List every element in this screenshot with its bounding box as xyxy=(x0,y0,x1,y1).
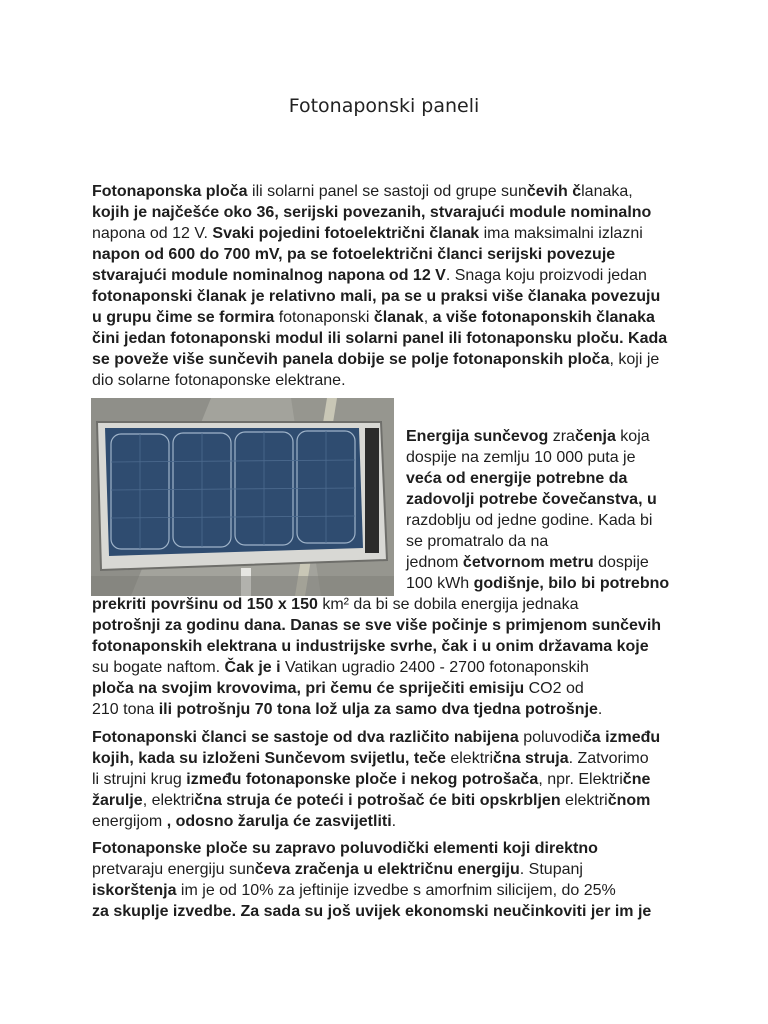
text-line: kojih, kada su izloženi Sunčevom svijetlu, teče električna struja. Zatvorimo xyxy=(92,750,649,767)
text-line: razdoblju od jedne godine. Kada bi xyxy=(406,512,653,529)
text-line: veća od energije potrebne da xyxy=(406,470,628,487)
text-line: žarulje, električna struja će poteći i potrošač će biti opskrbljen električnom xyxy=(92,792,651,809)
text-line: dio solarne fotonaponske elektrane. xyxy=(92,372,346,389)
text-line: Energija sunčevog zračenja koja xyxy=(406,428,650,445)
text-line: 210 tona ili potrošnju 70 tona lož ulja za samo dva tjedna potrošnje. xyxy=(92,701,603,718)
text-line: energijom , odosno žarulja će zasvijetliti. xyxy=(92,813,397,830)
text-line: Fotonaponske ploče su zapravo poluvodički elementi koji direktno xyxy=(92,840,598,857)
paragraph-cells xyxy=(92,727,692,832)
text-line: napon od 600 do 700 mV, pa se fotoelektrični članci serijski povezuje xyxy=(92,246,616,263)
text-line: kojih je najčešće oko 36, serijski povezanih, stvarajući module nominalno xyxy=(92,204,652,221)
text-line: za skuplje izvedbe. Za sada su još uvijek ekonomski neučinkoviti jer im je xyxy=(92,903,652,920)
text-line: su bogate naftom. Čak je i Vatikan ugradio 2400 - 2700 fotonaponskih xyxy=(92,659,589,676)
text-line: ploča na svojim krovovima, pri čemu će spriječiti emisiju CO2 od xyxy=(92,680,584,697)
text-line: Fotonaponska ploča ili solarni panel se sastoji od grupe sunčevih članaka, xyxy=(92,183,633,200)
paragraph-energy-continued xyxy=(92,594,692,720)
paragraph-intro xyxy=(92,181,692,391)
text-line: 100 kWh godišnje, bilo bi potrebno xyxy=(406,575,670,592)
text-line: stvarajući module nominalnog napona od 12 V. Snaga koju proizvodi jedan xyxy=(92,267,647,284)
text-line: iskorštenja im je od 10% za jeftinije izvedbe s amorfnim silicijem, do 25% xyxy=(92,882,616,899)
text-line: zadovolji potrebe čovečanstva, u xyxy=(406,491,657,508)
text-line: jednom četvornom metru dospije xyxy=(406,554,649,571)
text-line: se poveže više sunčevih panela dobije se polje fotonaponskih ploča, koji je xyxy=(92,351,660,368)
text-line: se promatralo da na xyxy=(406,533,549,550)
text-line: Fotonaponski članci se sastoje od dva različito nabijena poluvodiča između xyxy=(92,729,661,746)
text-line: li strujni krug između fotonaponske ploče i nekog potrošača, npr. Električne xyxy=(92,771,651,788)
solar-panel-photo xyxy=(91,398,394,596)
text-line: dospije na zemlju 10 000 puta je xyxy=(406,449,636,466)
text-line: pretvaraju energiju sunčeva zračenja u električnu energiju. Stupanj xyxy=(92,861,583,878)
paragraph-panels xyxy=(92,838,692,922)
text-line: potrošnji za godinu dana. Danas se sve više počinje s primjenom sunčevih xyxy=(92,617,662,634)
text-line: fotonaponskih elektrana u industrijske svrhe, čak i u onim državama koje xyxy=(92,638,649,655)
text-line: prekriti površinu od 150 x 150 km² da bi se dobila energija jednaka xyxy=(92,596,579,613)
text-line: fotonaponski članak je relativno mali, pa se u praksi više članaka povezuju xyxy=(92,288,661,305)
text-line: u grupu čime se formira fotonaponski članak, a više fotonaponskih članaka xyxy=(92,309,655,326)
text-line: čini jedan fotonaponski modul ili solarni panel ili fotonaponsku ploču. Kada xyxy=(92,330,668,347)
document-title: Fotonaponski paneli xyxy=(288,95,480,117)
paragraph-energy-right xyxy=(406,426,706,594)
text-line: napona od 12 V. Svaki pojedini fotoelektrični članak ima maksimalni izlazni xyxy=(92,225,643,242)
